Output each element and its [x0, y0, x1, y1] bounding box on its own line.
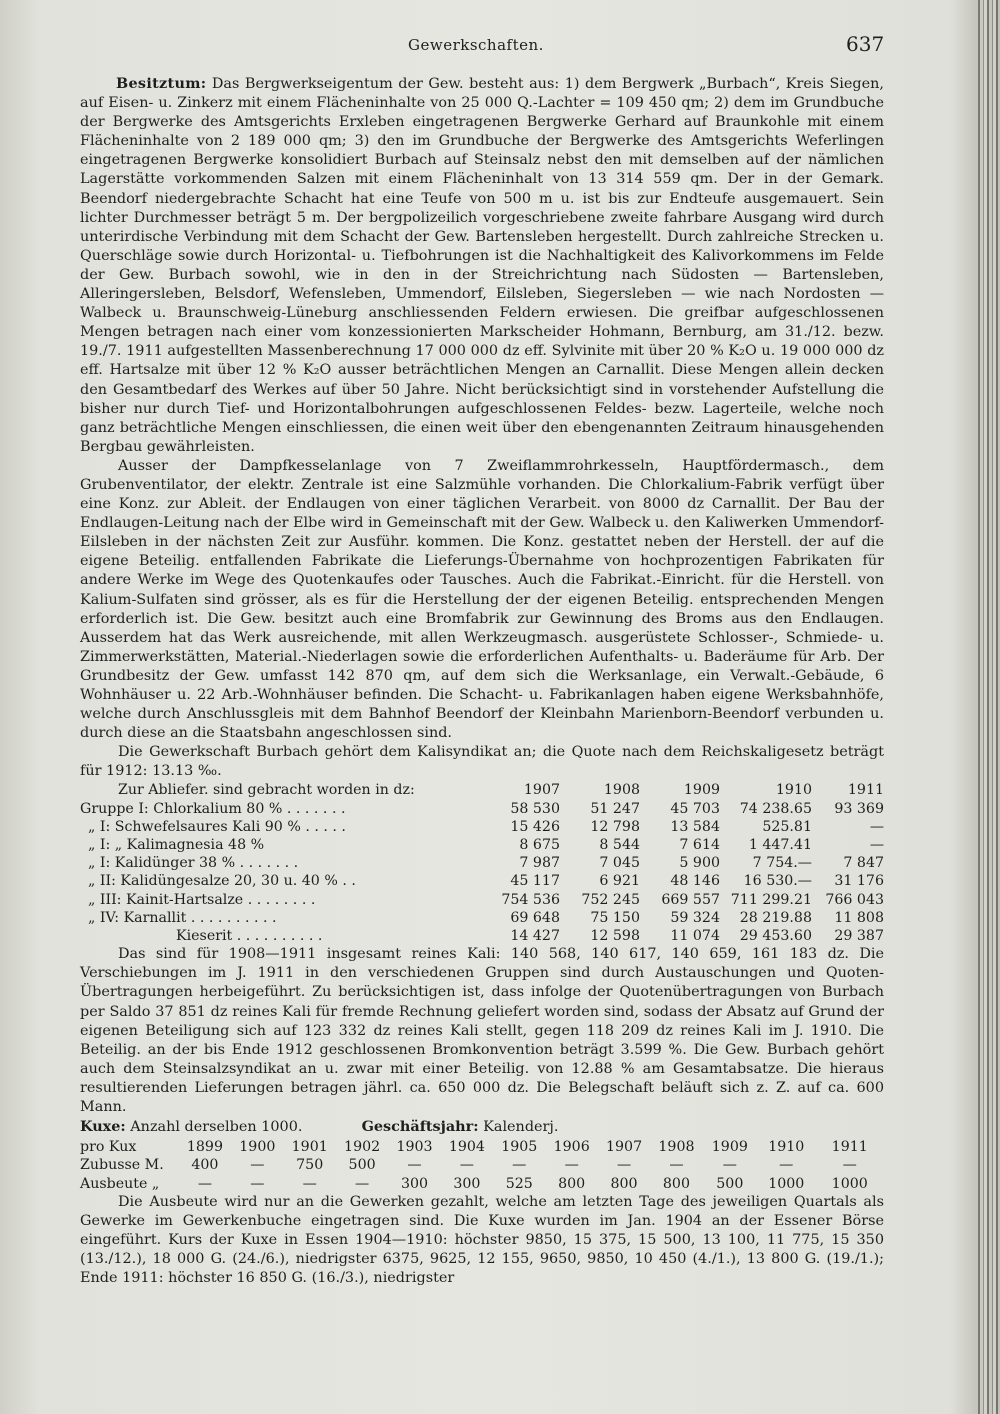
table-row [80, 909, 884, 927]
table-row [80, 818, 884, 836]
zubusse-cell: 500 [348, 1157, 376, 1174]
cell: 7 045 [599, 855, 640, 872]
zubusse-cell: — [779, 1157, 794, 1174]
cell: 31 176 [834, 873, 884, 890]
year-cell: 1903 [396, 1139, 433, 1156]
besitztum-text: Das Bergwerkseigentum der Gew. besteht aus: 1) dem Bergwerk „Burbach“, Kreis Siegen, auf Eisen- u. Zinkerz mit einem Flächeninhalte von 25 000 Q.-Lachter = 109 450 qm; 2) dem im Grundbuche der Bergwerke des Amtsgerichts Erxleben eingetragenen Bergwerke Gerhard auf Braunkohle mit einem Flächeninhalte von 2 189 000 qm; 3) den im Grundbuche der Bergwerke des Amtsgerichts Weferlingen eingetragenen Bergwerke konsolidiert Burbach auf Steinsalz nebst den mit demselben auf der nämlichen Lagerstätte vorkommenden Salzen mit einem Flächeninhalt von 13 314 559 qm. Der in der Gemark. Beendorf niedergebrachte Schacht hat eine Teufe von 500 m u. ist bis zur Endteufe ausgemauert. Sein lichter Durchmesser beträgt 5 m. Der bergpolizeilich vorgeschriebene zweite fahrbare Ausgang wird durch unterirdische Verbindung mit dem Schacht der Gew. Bartensleben hergestellt. Durch zahlreiche Strecken u. Querschläge sowie durch Horizontal- u. Tiefbohrungen ist die Nachhaltigkeit des Kalivorkommens im Felde der Gew. Burbach sowohl, wie in den in der Streichrichtung nach Südosten — Bartensleben, Alleringersleben, Belsdorf, Wefensleben, Ummendorf, Eilsleben, Siegersleben — wie nach Nordosten — Walbeck u. Braunschweig-Lüneburg anschliessenden Feldern erwiesen. Die greifbar aufgeschlossenen Mengen betragen nach einer vom konzessionierten Markscheider Hohmann, Bernburg, am 31./12. bezw. 19./7. 1911 aufgestellten Massenberechnung 17 000 000 dz eff. Sylvinite mit über 20 % K₂O u. 19 000 000 dz eff. Hartsalze mit über 12 % K₂O ausser beträchtlichen Mengen an Carnallit. Diese Mengen allein decken den Gesamtbedarf des Werkes auf über 50 Jahre. Nicht berücksichtigt sind in vorstehender Aufstellung die bisher nur durch Tief- und Horizontalbohrungen aufgeschlossenen Feldes- bezw. Lagerteile, welche noch ganz beträchtliche Mengen einschliessen, die einen weit über den ebengenannten Zeitraum hinausgehenden Bergbau gewährleisten. [80, 76, 884, 455]
year-cell: 1907 [606, 1139, 643, 1156]
year-cell: 1908 [658, 1139, 695, 1156]
table-row [80, 800, 884, 818]
zubusse-row [80, 1156, 884, 1174]
cell: — [869, 837, 884, 854]
year-cell: 1904 [448, 1139, 485, 1156]
year-cell: 1901 [291, 1139, 328, 1156]
cell: 1 447.41 [748, 837, 812, 854]
cell: 11 808 [834, 909, 884, 926]
cell: 8 544 [599, 837, 640, 854]
zubusse-cell: — [842, 1157, 857, 1174]
cell: 29 453.60 [739, 928, 812, 945]
production-year: 1908 [603, 782, 640, 799]
ausbeute-cell: — [250, 1175, 265, 1192]
verschiebungen-paragraph: Das sind für 1908—1911 insgesamt reines Kali: 140 568, 140 617, 140 659, 161 183 dz. Die Verschiebungen im J. 1911 in den verschiedenen Gruppen sind durch Austauschungen und Quoten-Übertragungen herbeigeführt. Zu berücksichtigen ist, dass infolge der Quotenübertragungen von Burbach per Saldo 37 851 dz reines Kali für fremde Rechnung geliefert worden sind, sodass der Absatz auf Grund der eigenen Beteiligung sich auf 123 332 dz reines Kali stellt, gegen 118 209 dz reines Kali im J. 1910. Die Beteilig. an der bis Ende 1912 geschlossenen Bromkonvention beträgt 3.599 %. Die Gew. Burbach gehört auch dem Steinsalzsyndikat an u. zwar mit einer Beteilig. von 12.88 % am Gesamtabsatze. Die hieraus resultierenden Lieferungen betragen jährl. ca. 650 000 dz. Die Belegschaft beläuft sich z. Z. auf ca. 600 Mann. [80, 946, 884, 1116]
geschaeftsjahr-label: Geschäftsjahr: [361, 1118, 479, 1136]
production-header-row [80, 781, 884, 799]
ausbeute-paragraph: Die Ausbeute wird nur an die Gewerken gezahlt, welche am letzten Tage des jeweiligen Quartals als Gewerke im Gewerkenbuche eingetragen sind. Die Kuxe wurden im Jan. 1904 an der Essener Börse eingeführt. Kurs der Kuxe in Essen 1904—1910: höchster 9850, 15 375, 15 500, 13 100, 11 775, 15 350 (13./12.), 18 000 G. (24./6.), niedrigster 6375, 9625, 12 155, 9650, 9850, 10 450 (4./1.), 13 800 G. (19./1.); Ende 1911: höchster 16 850 G. (16./3.), niedrigster [80, 1193, 884, 1287]
zubusse-cell: — [564, 1157, 579, 1174]
kalisyndikat-paragraph: Die Gewerkschaft Burbach gehört dem Kalisyndikat an; die Quote nach dem Reichskaligesetz beträgt für 1912: 13.13 ‰. [80, 744, 884, 780]
cell: 69 648 [510, 909, 560, 926]
ausbeute-cell: 1000 [831, 1175, 868, 1192]
cell: 13 584 [670, 818, 720, 835]
table-row [80, 872, 884, 890]
table-row [80, 854, 884, 872]
production-intro: Zur Abliefer. sind gebracht worden in dz: [118, 782, 415, 799]
besitztum-label: Besitztum: [116, 75, 207, 92]
zubusse-cell: — [459, 1157, 474, 1174]
year-cell: 1906 [553, 1139, 590, 1156]
cell: 7 847 [843, 855, 884, 872]
zubusse-cell: — [250, 1157, 265, 1174]
ausbeute-cell: 500 [716, 1175, 744, 1192]
cell: 59 324 [670, 909, 720, 926]
cell: 12 598 [590, 928, 640, 945]
zubusse-cell: — [722, 1157, 737, 1174]
production-year: 1910 [775, 782, 812, 799]
cell: 28 219.88 [739, 909, 812, 926]
ausbeute-label: Ausbeute „ [80, 1175, 160, 1192]
year-cell: 1911 [831, 1139, 868, 1156]
ausbeute-row [80, 1175, 884, 1193]
zubusse-cell: — [512, 1157, 527, 1174]
zubusse-cell: — [407, 1157, 422, 1174]
cell: 766 043 [825, 891, 884, 908]
table-row [80, 836, 884, 854]
cell: 7 754.— [752, 855, 812, 872]
production-year: 1907 [523, 782, 560, 799]
row-label: „ III: Kainit-Hartsalze . . . . . . . . [88, 891, 316, 908]
year-cell: 1909 [711, 1139, 748, 1156]
header-title: Gewerkschaften. [408, 36, 544, 54]
zubusse-label: Zubusse M. [80, 1157, 164, 1174]
cell: 7 987 [519, 855, 560, 872]
cell: 51 247 [590, 800, 640, 817]
table-row [80, 891, 884, 909]
ausbeute-cell: 525 [505, 1175, 533, 1192]
cell: 75 150 [590, 909, 640, 926]
cell: 5 900 [679, 855, 720, 872]
zubusse-cell: 750 [296, 1157, 324, 1174]
table-row [80, 927, 884, 945]
geschaeftsjahr-text: Kalenderj. [483, 1119, 559, 1136]
cell: 11 074 [670, 928, 720, 945]
cell: 8 675 [519, 837, 560, 854]
running-header [0, 32, 1000, 60]
kuxe-table [80, 1138, 884, 1193]
anlagen-paragraph: Ausser der Dampfkesselanlage von 7 Zweiflammrohrkesseln, Hauptfördermasch., dem Grubenventilator, der elektr. Zentrale ist eine Salzmühle vorhanden. Die Chlorkalium-Fabrik verfügt über eine Konz. zur Ableit. der Endlaugen von einer täglichen Verarbeit. von 8000 dz Carnallit. Der Bau der Endlaugen-Leitung nach der Elbe wird in Gemeinschaft mit der Gew. Walbeck u. den Kaliwerken Ummendorf-Eilsleben in der nächsten Zeit zur Ausführ. kommen. Die Konz. gestattet neben der Herstell. der auf die eigene Beteilig. entfallenden Fabrikate die Lieferungs-Übernahme von hochprozentigen Fabrikaten für andere Werke im Wege des Quotenkaufes oder Tausches. Auch die Fabrikat.-Einricht. für die Herstell. von Kalium-Sulfaten sind grösser, als es für die Herstellung der der eigenen Beteilig. entsprechenden Mengen erforderlich ist. Die Gew. besitzt auch eine Bromfabrik zur Gewinnung des Broms aus den Endlaugen. Ausserdem hat das Werk ausreichende, mit allen Werkzeugmasch. ausgerüstete Schlosser-, Schmiede- u. Zimmerwerkstätten, Material.-Niederlagen sowie die erforderlichen Aufenthalts- u. Baderäume für Arb. Der Grundbesitz der Gew. umfasst 142 870 qm, auf dem sich die Werksanlage, ein Verwalt.-Gebäude, 6 Wohnhäuser u. 22 Arb.-Wohnhäuser befinden. Die Schacht- u. Fabrikanlagen haben eigene Werksbahnhöfe, welche durch Anschlussgleis mit dem Bahnhof Beendorf der Kleinbahn Marienborn-Beendorf verbunden u. durch diese an die Staatsbahn angeschlossen sind. [80, 457, 884, 742]
year-cell: 1910 [768, 1139, 805, 1156]
row-label: „ I: Schwefelsaures Kali 90 % . . . . . [88, 818, 346, 835]
production-year: 1911 [847, 782, 884, 799]
cell: 525.81 [762, 818, 812, 835]
row-label: „ I: Kalidünger 38 % . . . . . . . [88, 855, 299, 872]
cell: 29 387 [834, 928, 884, 945]
row-label: Kieserit . . . . . . . . . . [176, 928, 323, 945]
book-edge [978, 0, 1000, 1414]
cell: 12 798 [590, 818, 640, 835]
cell: — [869, 818, 884, 835]
year-cell: 1902 [344, 1139, 381, 1156]
cell: 754 536 [501, 891, 560, 908]
ausbeute-cell: — [355, 1175, 370, 1192]
cell: 74 238.65 [739, 800, 812, 817]
ausbeute-cell: 300 [400, 1175, 429, 1192]
kuxe-label: Kuxe: [80, 1118, 126, 1136]
ausbeute-cell: 800 [558, 1175, 586, 1192]
kuxe-line [80, 1117, 884, 1137]
ausbeute-cell: 1000 [768, 1175, 805, 1192]
cell: 48 146 [670, 873, 720, 890]
zubusse-cell: — [616, 1157, 632, 1174]
cell: 45 703 [670, 800, 720, 817]
row-label: „ IV: Karnallit . . . . . . . . . . [88, 909, 277, 926]
row-label: „ II: Kalidüngesalze 20, 30 u. 40 % . . [88, 873, 356, 890]
row-label: Gruppe I: Chlorkalium 80 % . . . . . . . [80, 800, 346, 817]
kuxe-text: Anzahl derselben 1000. [130, 1119, 303, 1136]
besitztum-paragraph [80, 74, 884, 457]
cell: 7 614 [679, 837, 720, 854]
row-label: „ I: „ Kalimagnesia 48 % [88, 837, 265, 854]
year-cell: 1905 [501, 1139, 538, 1156]
kuxe-years-row [80, 1138, 884, 1156]
zubusse-cell: — [669, 1157, 684, 1174]
cell: 16 530.— [743, 873, 812, 890]
ausbeute-cell: 800 [610, 1175, 638, 1192]
cell: 669 557 [661, 891, 720, 908]
cell: 58 530 [510, 800, 560, 817]
ausbeute-cell: — [302, 1175, 317, 1192]
cell: 93 369 [834, 800, 884, 817]
year-cell: 1900 [239, 1139, 276, 1156]
page-number: 637 [846, 32, 885, 56]
production-table [80, 781, 884, 945]
year-cell: 1899 [186, 1139, 223, 1156]
ausbeute-cell: 800 [662, 1175, 690, 1192]
cell: 45 117 [510, 873, 560, 890]
cell: 15 426 [510, 818, 560, 835]
cell: 6 921 [599, 873, 640, 890]
production-year: 1909 [683, 782, 720, 799]
cell: 14 427 [510, 928, 560, 945]
page-body [80, 74, 884, 1288]
ausbeute-cell: 300 [453, 1175, 481, 1192]
kuxe-years-label: pro Kux [80, 1139, 137, 1156]
cell: 752 245 [581, 891, 640, 908]
cell: 711 299.21 [730, 891, 812, 908]
ausbeute-cell: — [197, 1175, 213, 1192]
zubusse-cell: 400 [191, 1157, 219, 1174]
